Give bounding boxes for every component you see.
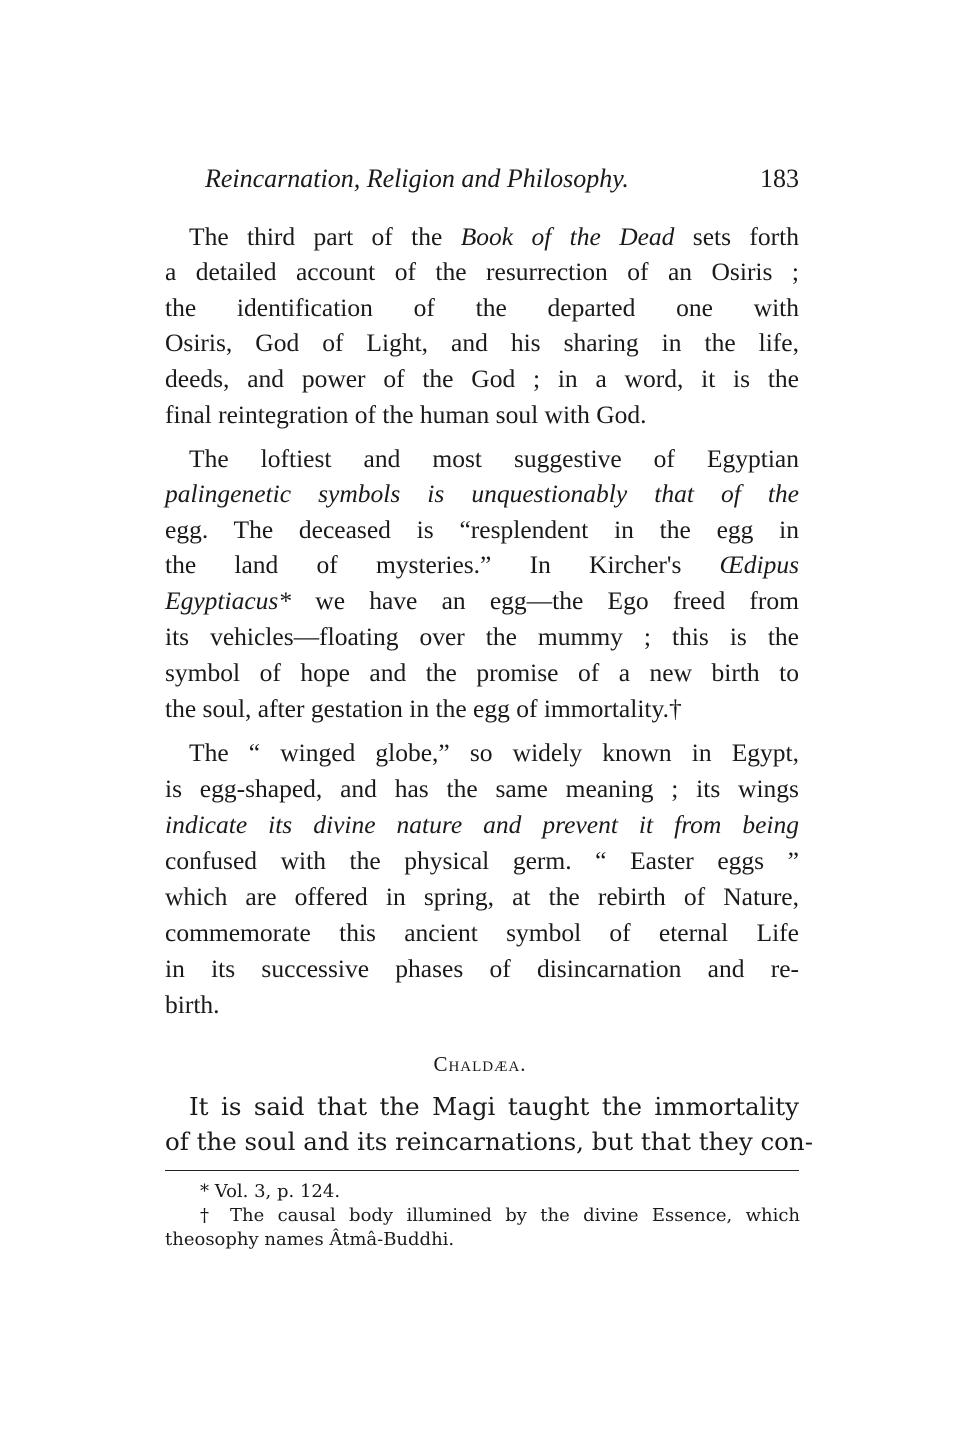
- text-line: [165, 846, 799, 876]
- text-line: [165, 515, 799, 545]
- text-segment: final reintegration of the human soul with God.: [165, 400, 647, 429]
- text-segment: sets forth: [674, 222, 799, 251]
- text-line: [165, 810, 799, 840]
- text-line: [165, 550, 799, 580]
- text-segment: a detailed account of the resurrection of an Osiris ;: [165, 257, 799, 286]
- text-line: [165, 658, 799, 688]
- text-segment: Œdipus: [719, 550, 799, 579]
- text-line: [165, 622, 799, 652]
- text-segment: Osiris, God of Light, and his sharing in the life,: [165, 328, 799, 357]
- text-segment: The third part of the: [189, 222, 461, 251]
- footnote-2-line-1: † The causal body illumined by the divine Essence, which: [200, 1205, 800, 1226]
- footnote-1: * Vol. 3, p. 124.: [200, 1181, 341, 1202]
- text-segment: in its successive phases of disincarnation and re-: [165, 954, 799, 983]
- section-heading: Chaldæa.: [433, 1052, 527, 1076]
- text-segment: palingenetic symbols is unquestionably that of the: [165, 479, 799, 508]
- text-line: [165, 257, 799, 287]
- footnote-2-line-2: theosophy names Âtmâ-Buddhi.: [165, 1229, 455, 1250]
- text-segment: symbol of hope and the promise of a new birth to: [165, 658, 799, 687]
- text-line: [165, 882, 799, 912]
- footnote-rule: [165, 1170, 799, 1171]
- text-line: [165, 586, 799, 616]
- text-line: [165, 1092, 799, 1122]
- text-segment: indicate its divine nature and prevent it from being: [165, 810, 799, 839]
- text-segment: deeds, and power of the God ; in a word, it is the: [165, 364, 799, 393]
- text-line: [165, 328, 799, 358]
- text-segment: The “ winged globe,” so widely known in Egypt,: [189, 738, 799, 767]
- page-number: 183: [760, 164, 799, 193]
- text-segment: the identification of the departed one with: [165, 293, 799, 322]
- text-line: [165, 954, 799, 984]
- running-header: [205, 164, 799, 194]
- text-segment: the soul, after gestation in the egg of immortality.†: [165, 694, 682, 723]
- text-segment: It is said that the Magi taught the immortality: [189, 1092, 799, 1121]
- text-line: [165, 400, 799, 430]
- text-line: [165, 918, 799, 948]
- text-segment: which are offered in spring, at the rebirth of Nature,: [165, 882, 799, 911]
- text-segment: of the soul and its reincarnations, but that they con-: [165, 1127, 813, 1156]
- text-segment: commemorate this ancient symbol of eternal Life: [165, 918, 799, 947]
- text-segment: the land of mysteries.” In Kircher's: [165, 550, 720, 579]
- text-line: [165, 990, 799, 1020]
- text-line: [165, 738, 799, 768]
- text-line: [165, 364, 799, 394]
- text-segment: birth.: [165, 990, 220, 1019]
- text-segment: Book of the Dead: [460, 222, 675, 251]
- text-segment: The loftiest and most suggestive of Egyptian: [189, 444, 799, 473]
- text-segment: Egyptiacus*: [165, 586, 292, 615]
- text-line: [165, 694, 799, 724]
- text-line: [165, 222, 799, 252]
- text-segment: is egg-shaped, and has the same meaning ; its wings: [165, 774, 799, 803]
- text-segment: egg. The deceased is “resplendent in the egg in: [165, 515, 799, 544]
- running-title: Reincarnation, Religion and Philosophy.: [205, 164, 629, 193]
- text-line: [165, 293, 799, 323]
- text-line: [165, 444, 799, 474]
- text-line: [165, 1127, 813, 1157]
- text-segment: its vehicles—floating over the mummy ; this is the: [165, 622, 799, 651]
- text-segment: we have an egg—the Ego freed from: [291, 586, 799, 615]
- text-line: [165, 479, 799, 509]
- text-segment: confused with the physical germ. “ Easter eggs ”: [165, 846, 799, 875]
- text-line: [165, 774, 799, 804]
